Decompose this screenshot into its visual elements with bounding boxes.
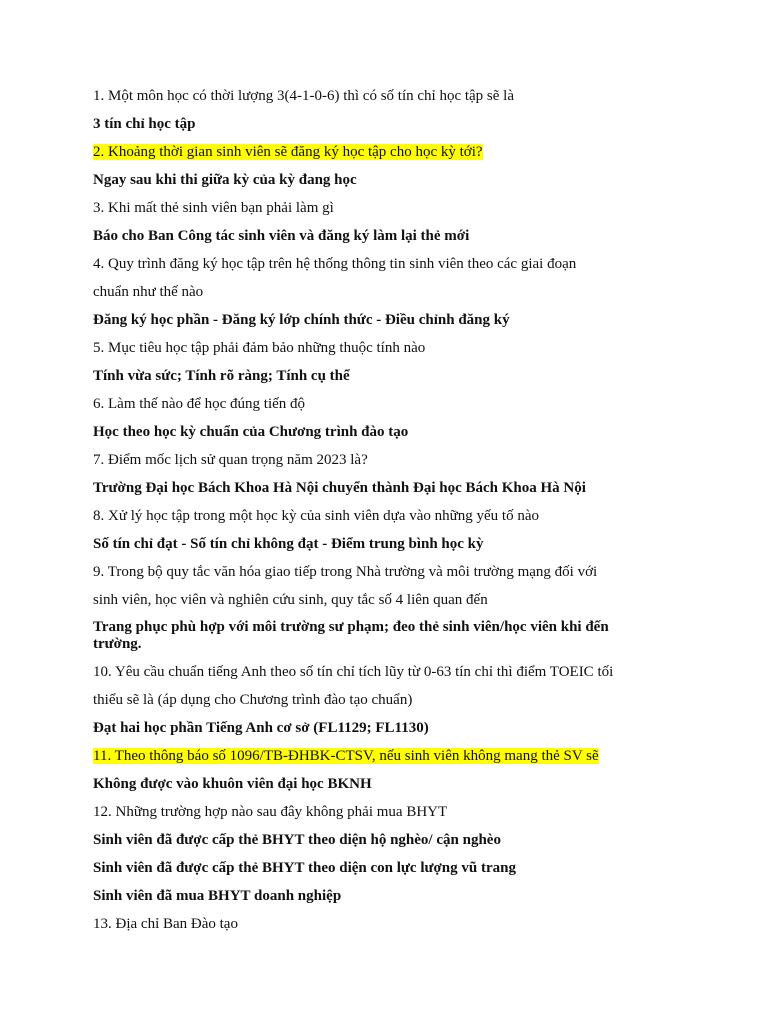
answer-10-text: Đạt hai học phần Tiếng Anh cơ sở (FL1129; FL1130) <box>93 720 429 736</box>
highlight-mark: 2. Khoảng thời gian sinh viên sẽ đăng ký học tập cho học kỳ tới? <box>93 144 483 160</box>
answer-2-text: Ngay sau khi thi giữa kỳ của kỳ đang học <box>93 172 357 188</box>
question-9-text-cont: sinh viên, học viên và nghiên cứu sinh, quy tắc số 4 liên quan đến <box>93 592 488 608</box>
answer-7-text: Trường Đại học Bách Khoa Hà Nội chuyển thành Đại học Bách Khoa Hà Nội <box>93 480 586 496</box>
answer-1-text: 3 tín chỉ học tập <box>93 116 196 132</box>
question-7-text: 7. Điểm mốc lịch sử quan trọng năm 2023 là? <box>93 452 368 468</box>
question-4-text: 4. Quy trình đăng ký học tập trên hệ thống thông tin sinh viên theo các giai đoạn <box>93 256 577 272</box>
answer-6-text: Học theo học kỳ chuẩn của Chương trình đào tạo <box>93 424 409 440</box>
question-2-text <box>93 143 483 161</box>
question-8-text: 8. Xử lý học tập trong một học kỳ của sinh viên dựa vào những yếu tố nào <box>93 508 539 524</box>
answer-11-text: Không được vào khuôn viên đại học BKNH <box>93 776 372 792</box>
answer-12a-text: Sinh viên đã được cấp thẻ BHYT theo diện hộ nghèo/ cận nghèo <box>93 832 501 848</box>
question-11-text <box>93 747 599 765</box>
question-4-text-cont: chuẩn như thế nào <box>93 284 204 300</box>
answer-5-text: Tính vừa sức; Tính rõ ràng; Tính cụ thể <box>93 368 350 384</box>
question-13-text: 13. Địa chỉ Ban Đào tạo <box>93 916 238 932</box>
question-10-text-cont: thiểu sẽ là (áp dụng cho Chương trình đào tạo chuẩn) <box>93 692 413 708</box>
highlight-mark: 11. Theo thông báo số 1096/TB-ĐHBK-CTSV, nếu sinh viên không mang thẻ SV sẽ <box>93 748 599 764</box>
question-9-text: 9. Trong bộ quy tắc văn hóa giao tiếp trong Nhà trường và môi trường mạng đối với <box>93 564 598 580</box>
question-3-text: 3. Khi mất thẻ sinh viên bạn phải làm gì <box>93 200 334 216</box>
question-5-text: 5. Mục tiêu học tập phải đảm bảo những thuộc tính nào <box>93 340 426 356</box>
answer-3-text: Báo cho Ban Công tác sinh viên và đăng ký làm lại thẻ mới <box>93 228 470 244</box>
question-10-text: 10. Yêu cầu chuẩn tiếng Anh theo số tín chỉ tích lũy từ 0-63 tín chỉ thì điểm TOEIC tối <box>93 664 614 680</box>
question-12-text: 12. Những trường hợp nào sau đây không phải mua BHYT <box>93 804 448 820</box>
answer-12b-text: Sinh viên đã được cấp thẻ BHYT theo diện con lực lượng vũ trang <box>93 860 516 876</box>
answer-12c-text: Sinh viên đã mua BHYT doanh nghiệp <box>93 888 342 904</box>
answer-4-text: Đăng ký học phần - Đăng ký lớp chính thức - Điều chỉnh đăng ký <box>93 312 510 328</box>
question-6-text: 6. Làm thế nào để học đúng tiến độ <box>93 396 306 412</box>
answer-8-text: Số tín chỉ đạt - Số tín chỉ không đạt - Điểm trung bình học kỳ <box>93 536 484 552</box>
question-1-text: 1. Một môn học có thời lượng 3(4-1-0-6) thì có số tín chỉ học tập sẽ là <box>93 88 515 104</box>
answer-9-text: Trang phục phù hợp với môi trường sư phạm; đeo thẻ sinh viên/học viên khi đến trường. <box>93 619 609 652</box>
